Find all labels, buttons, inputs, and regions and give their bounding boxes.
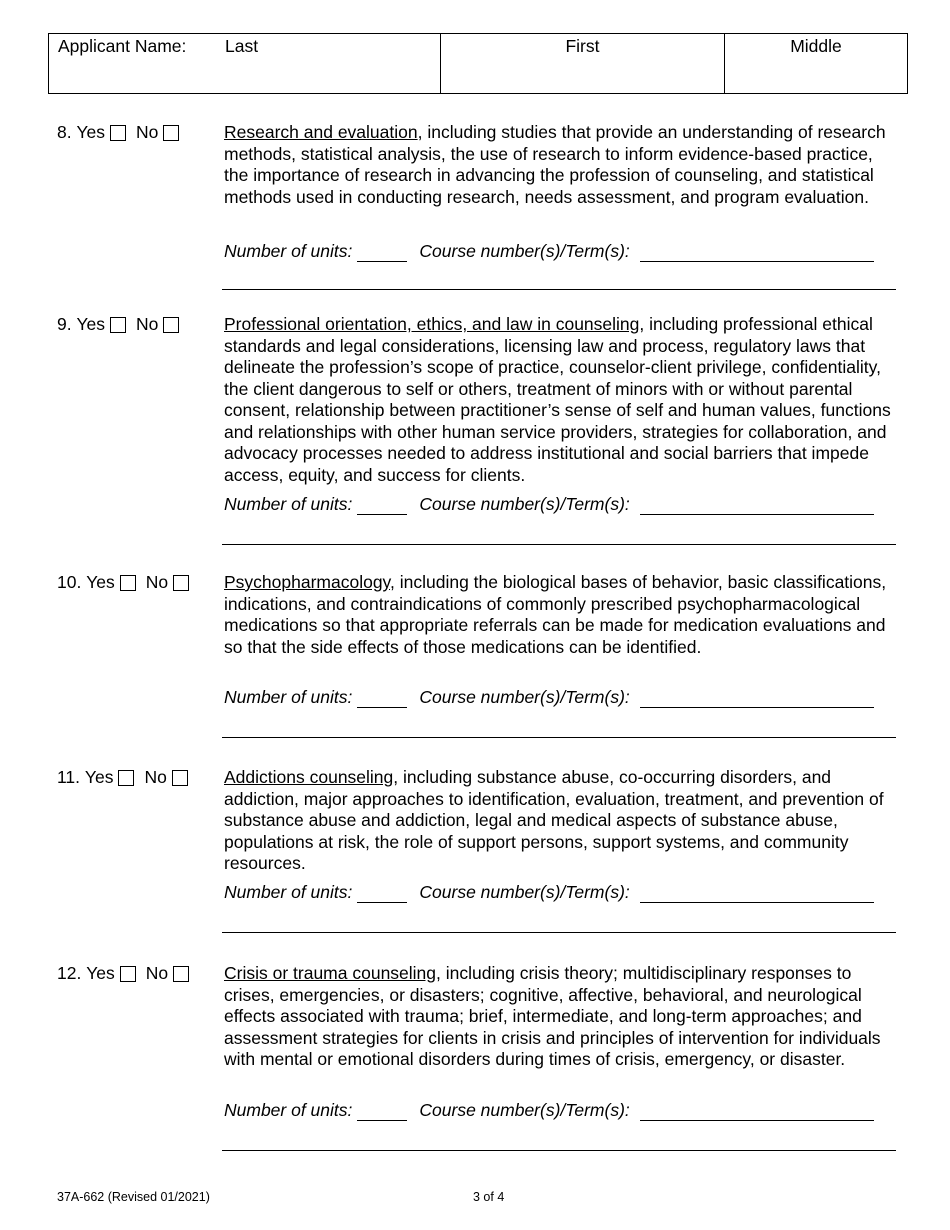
yes-checkbox[interactable] bbox=[120, 575, 136, 591]
item-description bbox=[224, 572, 900, 658]
last-name-label: Last bbox=[225, 36, 259, 56]
units-label: Number of units: bbox=[224, 882, 353, 902]
first-name-cell[interactable] bbox=[441, 34, 725, 93]
item-text: , including professional ethical standards and legal considerations, licensing law and process, regulatory laws that delineate the profession’s scope of practice, counselor-client privilege, confidentiality, the client dangerous to self or others, treatment of minors with or without parental consent, relationship between practitioner’s sense of self and human values, functions and relationships with other human service providers, strategies for collaboration, and advocacy processes needed to address institutional and social barriers that impede access, equity, and success for clients. bbox=[224, 314, 891, 485]
no-checkbox[interactable] bbox=[163, 125, 179, 141]
no-checkbox[interactable] bbox=[172, 770, 188, 786]
item-text: , including crisis theory; multidisciplinary responses to crises, emergencies, or disasters; cognitive, affective, behavioral, and neurological effects associated with trauma; brief, intermediate, and long-term approaches; and assessment strategies for clients in crisis and principles of intervention for individuals with mental or emotional disorders during times of crisis, emergency, or disaster. bbox=[224, 963, 881, 1069]
yes-no-choice bbox=[57, 767, 188, 789]
last-name-cell[interactable] bbox=[49, 34, 441, 93]
units-label: Number of units: bbox=[224, 494, 353, 514]
units-input[interactable] bbox=[357, 690, 407, 708]
yes-label: Yes bbox=[84, 767, 114, 787]
yes-label: Yes bbox=[76, 314, 106, 334]
item-description bbox=[224, 314, 900, 486]
item-topic: Research and evaluation bbox=[224, 122, 418, 142]
course-input[interactable] bbox=[640, 885, 874, 903]
units-row bbox=[224, 882, 874, 903]
item-number: 8. bbox=[57, 122, 72, 142]
yes-no-choice bbox=[57, 572, 189, 594]
item-topic: Psychopharmacology bbox=[224, 572, 391, 592]
item-description bbox=[224, 767, 900, 875]
yes-label: Yes bbox=[76, 122, 106, 142]
item-number: 10. bbox=[57, 572, 82, 592]
units-input[interactable] bbox=[357, 497, 407, 515]
item-number: 9. bbox=[57, 314, 72, 334]
course-label: Course number(s)/Term(s): bbox=[419, 241, 630, 261]
no-checkbox[interactable] bbox=[173, 575, 189, 591]
no-label: No bbox=[136, 314, 159, 334]
units-label: Number of units: bbox=[224, 241, 353, 261]
course-continuation-line[interactable] bbox=[222, 1150, 896, 1151]
units-label: Number of units: bbox=[224, 687, 353, 707]
units-input[interactable] bbox=[357, 244, 407, 262]
item-text: , including the biological bases of behavior, basic classifications, indications, and contraindications of commonly prescribed psychopharmacological medications so that appropriate referrals can be made for medication evaluations and so that the side effects of those medications can be identified. bbox=[224, 572, 887, 657]
yes-no-choice bbox=[57, 314, 179, 336]
course-input[interactable] bbox=[640, 1103, 874, 1121]
applicant-name-label: Applicant Name: bbox=[58, 36, 187, 56]
item-number: 12. bbox=[57, 963, 82, 983]
yes-no-choice bbox=[57, 963, 189, 985]
units-row bbox=[224, 687, 874, 708]
page-number: 3 of 4 bbox=[473, 1190, 505, 1204]
course-label: Course number(s)/Term(s): bbox=[419, 687, 630, 707]
course-label: Course number(s)/Term(s): bbox=[419, 494, 630, 514]
course-label: Course number(s)/Term(s): bbox=[419, 1100, 630, 1120]
applicant-name-table bbox=[48, 33, 908, 94]
yes-no-choice bbox=[57, 122, 179, 144]
no-checkbox[interactable] bbox=[173, 966, 189, 982]
item-description bbox=[224, 122, 900, 208]
yes-label: Yes bbox=[86, 572, 115, 592]
yes-checkbox[interactable] bbox=[118, 770, 134, 786]
item-topic: Professional orientation, ethics, and law in counseling bbox=[224, 314, 640, 334]
middle-name-cell[interactable] bbox=[725, 34, 907, 93]
course-continuation-line[interactable] bbox=[222, 544, 896, 545]
first-name-label: First bbox=[565, 36, 600, 56]
middle-name-label: Middle bbox=[790, 36, 842, 56]
course-continuation-line[interactable] bbox=[222, 932, 896, 933]
course-continuation-line[interactable] bbox=[222, 289, 896, 290]
item-topic: Addictions counseling bbox=[224, 767, 394, 787]
no-label: No bbox=[145, 963, 169, 983]
course-input[interactable] bbox=[640, 244, 874, 262]
units-label: Number of units: bbox=[224, 1100, 353, 1120]
item-text: , including substance abuse, co-occurring disorders, and addiction, major approaches to identification, evaluation, treatment, and prevention of substance abuse and addiction, legal and medical aspects of substance abuse, populations at risk, the role of support persons, support systems, and community resources. bbox=[224, 767, 884, 873]
yes-checkbox[interactable] bbox=[110, 125, 126, 141]
course-input[interactable] bbox=[640, 497, 874, 515]
units-input[interactable] bbox=[357, 885, 407, 903]
no-checkbox[interactable] bbox=[163, 317, 179, 333]
yes-checkbox[interactable] bbox=[110, 317, 126, 333]
yes-checkbox[interactable] bbox=[120, 966, 136, 982]
units-input[interactable] bbox=[357, 1103, 407, 1121]
form-id: 37A-662 (Revised 01/2021) bbox=[57, 1190, 210, 1204]
no-label: No bbox=[145, 572, 169, 592]
units-row bbox=[224, 241, 874, 262]
yes-label: Yes bbox=[86, 963, 115, 983]
no-label: No bbox=[136, 122, 159, 142]
course-input[interactable] bbox=[640, 690, 874, 708]
item-number: 11. bbox=[57, 767, 81, 787]
units-row bbox=[224, 1100, 874, 1121]
units-row bbox=[224, 494, 874, 515]
item-topic: Crisis or trauma counseling bbox=[224, 963, 437, 983]
no-label: No bbox=[144, 767, 167, 787]
item-description bbox=[224, 963, 900, 1071]
course-continuation-line[interactable] bbox=[222, 737, 896, 738]
item-text: , including studies that provide an understanding of research methods, statistical analysis, the use of research to inform evidence-based practice, the importance of research in advancing the profession of counseling, and statistical methods used in conducting research, needs assessment, and program evaluation. bbox=[224, 122, 886, 207]
course-label: Course number(s)/Term(s): bbox=[419, 882, 630, 902]
